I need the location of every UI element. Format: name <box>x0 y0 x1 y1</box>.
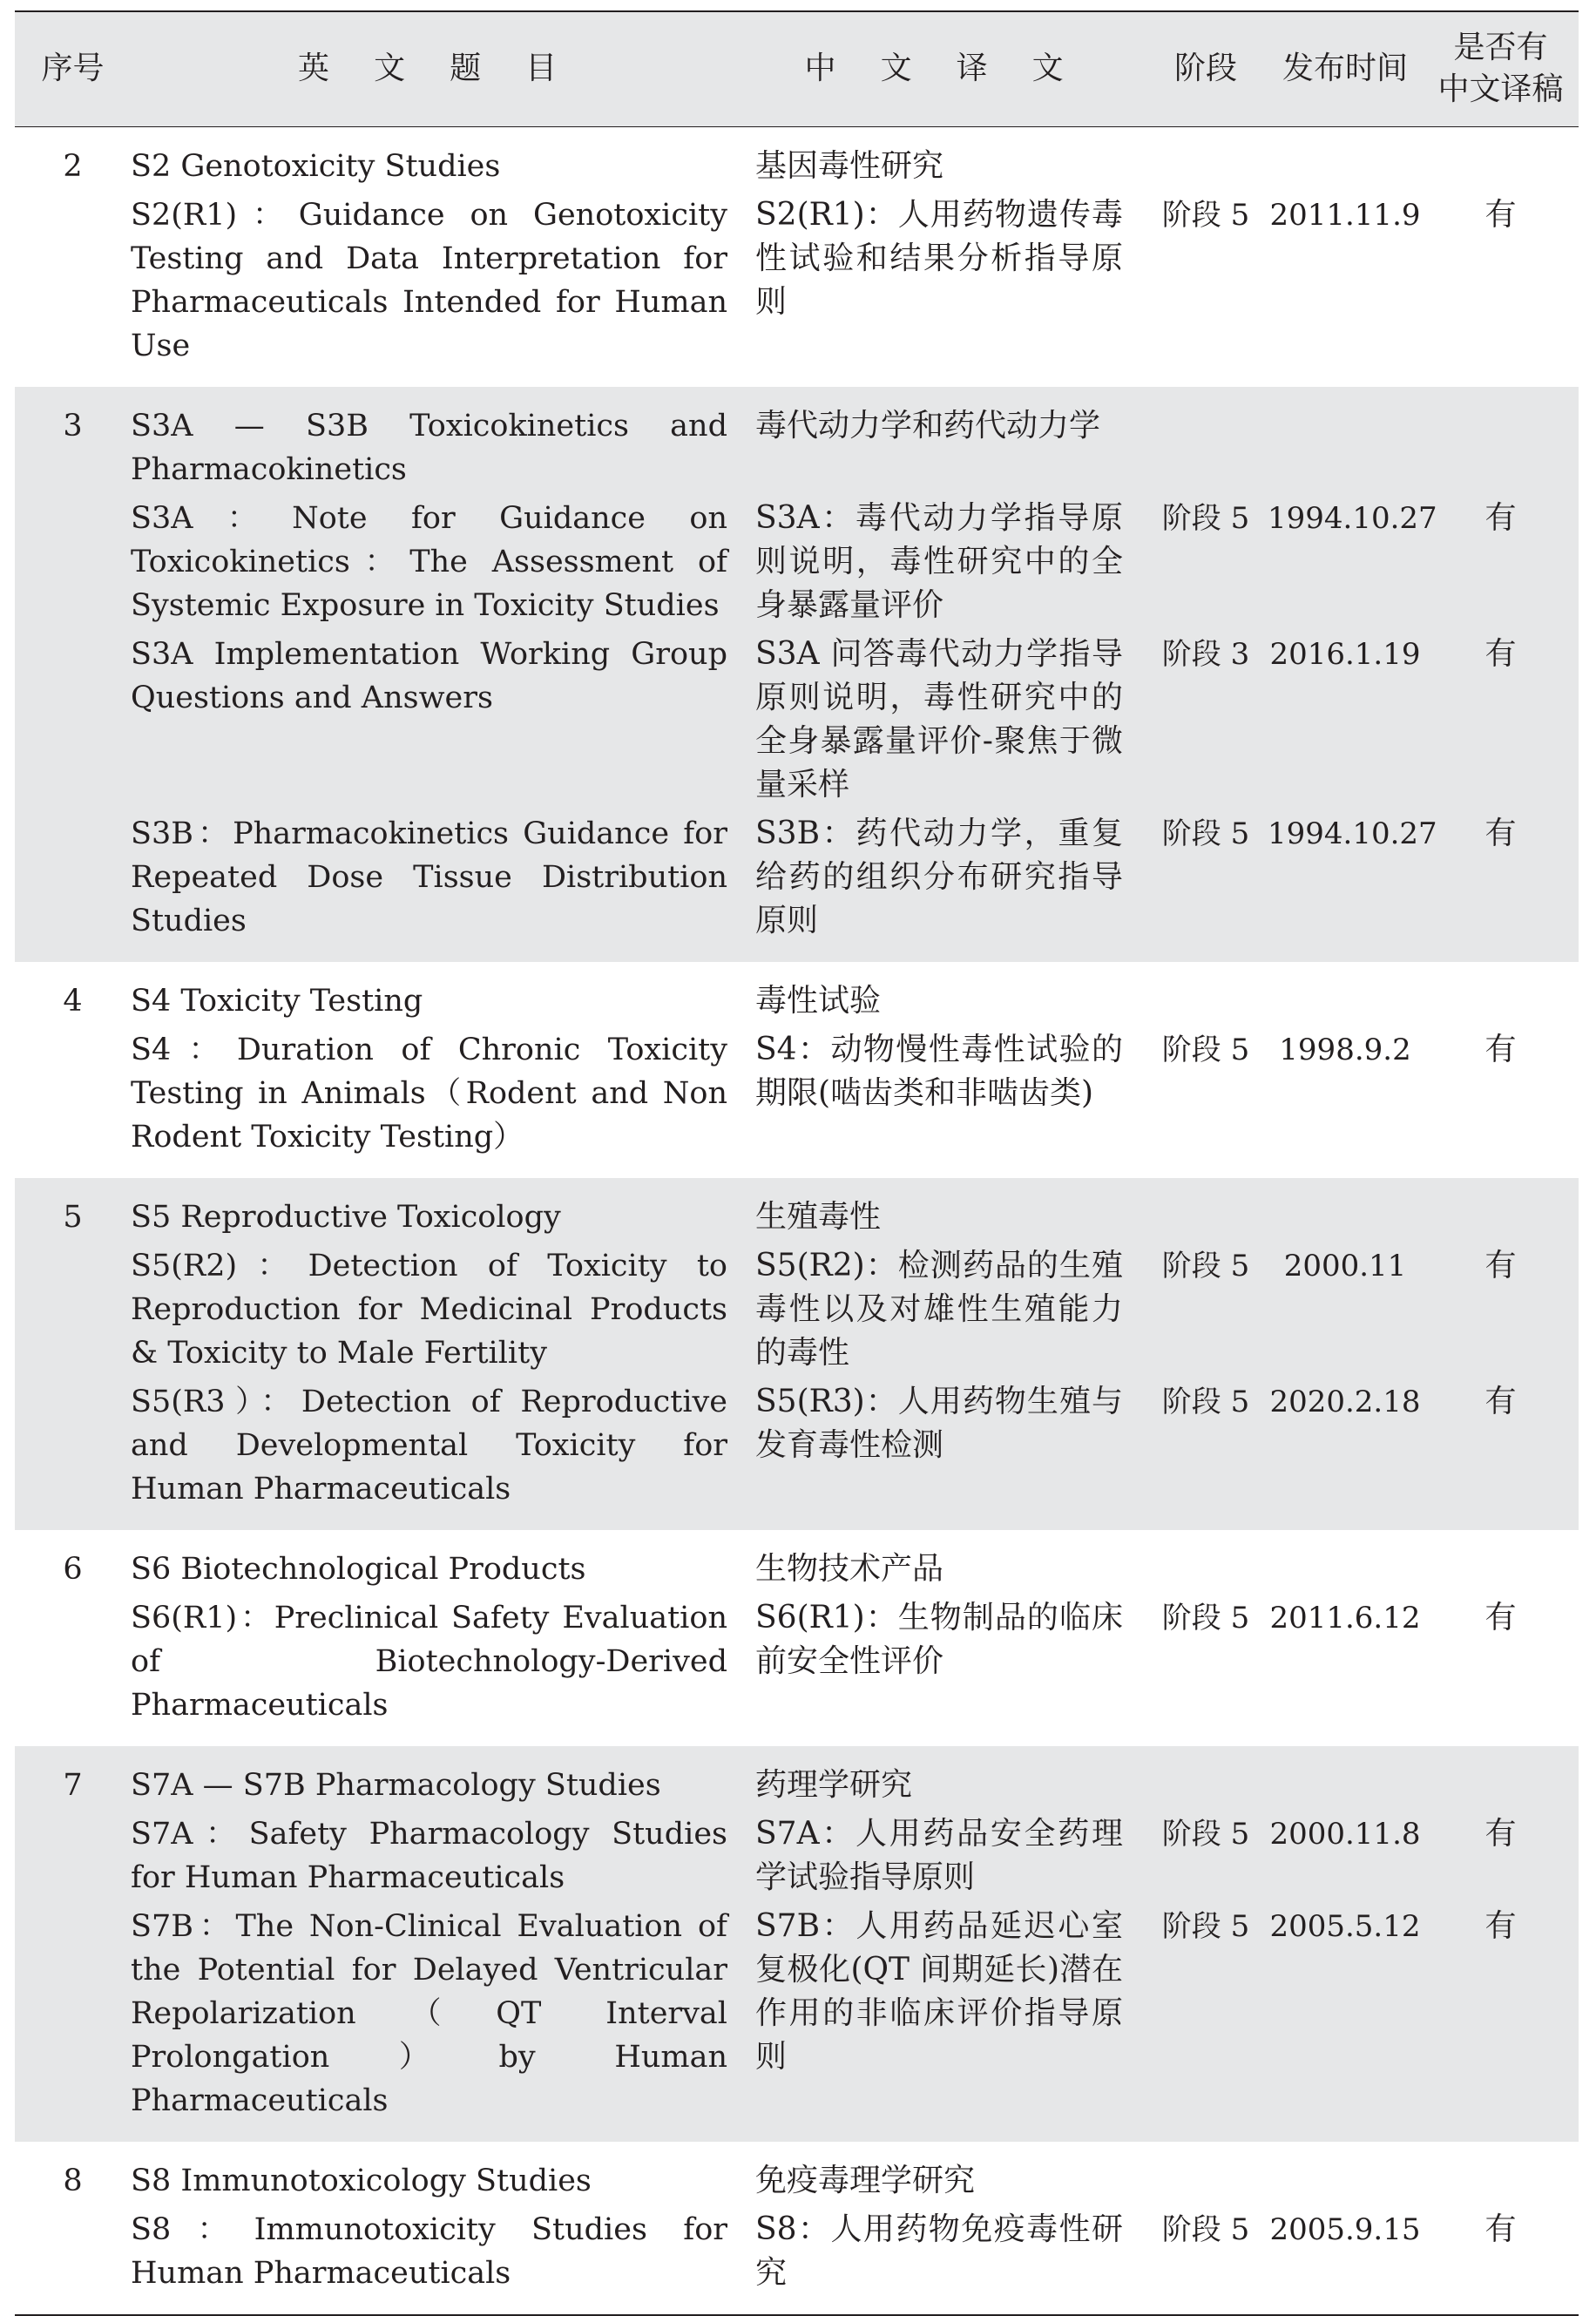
guideline-stage: 阶段 3 <box>1161 636 1250 672</box>
row-number-empty <box>15 1900 131 2142</box>
guideline-chinese-title: S3B：药代动力学，重复给药的组织分布研究指导原则 <box>755 815 1123 938</box>
table-row <box>15 1591 1579 1746</box>
header-stage: 阶段 <box>1144 11 1268 126</box>
row-number-empty <box>15 807 131 962</box>
guideline-english-title: S3A Implementation Working Group Questions and Answers <box>131 636 727 715</box>
table-row <box>15 807 1579 962</box>
group-date-empty <box>1268 1746 1423 1807</box>
group-cn-empty <box>1423 962 1579 1023</box>
group-date-empty <box>1268 2142 1423 2203</box>
table-row <box>15 1807 1579 1900</box>
group-stage-empty <box>1144 962 1268 1023</box>
guideline-english-title: S5(R3）：Detection of Reproductive and Developmental Toxicity for Human Pharmaceuticals <box>131 1384 727 1507</box>
table-row <box>15 2203 1579 2315</box>
guideline-release-date: 2000.11.8 <box>1269 1816 1421 1852</box>
header-release-date: 发布时间 <box>1268 11 1423 126</box>
ich-s-guidelines-table <box>15 10 1579 2316</box>
group-title-row <box>15 962 1579 1023</box>
guideline-release-date: 2000.11 <box>1283 1248 1407 1283</box>
group-stage-empty <box>1144 387 1268 491</box>
group-date-empty <box>1268 1178 1423 1239</box>
group-title-chinese: 药理学研究 <box>755 1766 913 1803</box>
guideline-chinese-title: S6(R1)：生物制品的临床前安全性评价 <box>755 1599 1123 1679</box>
guideline-chinese-title: S2(R1)：人用药物遗传毒性试验和结果分析指导原则 <box>755 196 1123 320</box>
guideline-english-title: S2(R1)：Guidance on Genotoxicity Testing and Data Interpretation for Pharmaceuticals Intended for Human Use <box>131 197 727 363</box>
group-date-empty <box>1268 387 1423 491</box>
guideline-chinese-available: 有 <box>1484 1815 1517 1852</box>
guideline-release-date: 2005.5.12 <box>1269 1908 1421 1944</box>
group-title-english: S3A — S3B Toxicokinetics and Pharmacokinetics <box>131 408 727 487</box>
guideline-english-title: S7A：Safety Pharmacology Studies for Human Pharmaceuticals <box>131 1816 727 1895</box>
group-number: 8 <box>63 2163 83 2198</box>
group-cn-empty <box>1423 2142 1579 2203</box>
guideline-stage: 阶段 5 <box>1161 1600 1250 1635</box>
guideline-chinese-available: 有 <box>1484 1599 1517 1635</box>
guideline-release-date: 2011.6.12 <box>1269 1600 1421 1635</box>
table-row <box>15 1900 1579 2142</box>
guideline-stage: 阶段 5 <box>1161 2211 1250 2247</box>
guideline-stage: 阶段 5 <box>1161 1032 1250 1067</box>
group-number: 6 <box>63 1551 83 1587</box>
group-number: 3 <box>63 408 83 444</box>
guideline-chinese-available: 有 <box>1484 1247 1517 1283</box>
group-title-english: S4 Toxicity Testing <box>131 983 423 1019</box>
header-english-title: 英 文 题 目 <box>131 11 741 126</box>
group-stage-empty <box>1144 2142 1268 2203</box>
table-row <box>15 1023 1579 1178</box>
group-title-row <box>15 1178 1579 1239</box>
guideline-release-date: 1994.10.27 <box>1268 816 1437 851</box>
group-stage-empty <box>1144 1178 1268 1239</box>
group-cn-empty <box>1423 1530 1579 1591</box>
group-title-chinese: 毒性试验 <box>755 982 882 1019</box>
row-number-empty <box>15 1023 131 1178</box>
group-title-chinese: 生殖毒性 <box>755 1198 882 1235</box>
guideline-group <box>15 1746 1579 2142</box>
group-date-empty <box>1268 1530 1423 1591</box>
group-title-row <box>15 1746 1579 1807</box>
group-title-row <box>15 1530 1579 1591</box>
guideline-english-title: S4：Duration of Chronic Toxicity Testing in Animals（Rodent and Non Rodent Toxicity Testing） <box>131 1032 727 1155</box>
guideline-group <box>15 1530 1579 1746</box>
guideline-stage: 阶段 5 <box>1161 1816 1250 1852</box>
guideline-release-date: 2011.11.9 <box>1269 197 1421 233</box>
guideline-chinese-available: 有 <box>1484 1031 1517 1067</box>
row-number-empty <box>15 1591 131 1746</box>
group-title-row <box>15 387 1579 491</box>
guideline-chinese-available: 有 <box>1484 635 1517 672</box>
guideline-chinese-available: 有 <box>1484 815 1517 851</box>
row-number-empty <box>15 1807 131 1900</box>
group-title-english: S7A — S7B Pharmacology Studies <box>131 1767 661 1803</box>
group-title-chinese: 生物技术产品 <box>755 1550 944 1587</box>
group-date-empty <box>1268 126 1423 188</box>
guideline-chinese-title: S5(R2)：检测药品的生殖毒性以及对雄性生殖能力的毒性 <box>755 1247 1123 1371</box>
guideline-group <box>15 2142 1579 2315</box>
guideline-release-date: 2005.9.15 <box>1269 2211 1421 2247</box>
guideline-stage: 阶段 5 <box>1161 1908 1250 1944</box>
table-row <box>15 627 1579 807</box>
guideline-chinese-title: S5(R3)：人用药物生殖与发育毒性检测 <box>755 1383 1123 1463</box>
guideline-release-date: 1994.10.27 <box>1268 500 1437 536</box>
group-number: 7 <box>63 1767 83 1803</box>
guideline-stage: 阶段 5 <box>1161 197 1250 233</box>
guideline-chinese-available: 有 <box>1484 196 1517 233</box>
group-number: 4 <box>63 983 83 1019</box>
group-cn-empty <box>1423 1746 1579 1807</box>
guideline-chinese-title: S7B：人用药品延迟心室复极化(QT 间期延长)潜在作用的非临床评价指导原则 <box>755 1907 1123 2075</box>
group-date-empty <box>1268 962 1423 1023</box>
guideline-stage: 阶段 5 <box>1161 500 1250 536</box>
guideline-group <box>15 1178 1579 1530</box>
row-number-empty <box>15 491 131 627</box>
group-stage-empty <box>1144 126 1268 188</box>
guideline-group <box>15 962 1579 1178</box>
guideline-chinese-title: S8：人用药物免疫毒性研究 <box>755 2211 1123 2291</box>
guideline-table-container <box>15 10 1579 2316</box>
guideline-english-title: S7B：The Non-Clinical Evaluation of the Potential for Delayed Ventricular Repolarization（QT Interval Prolongation）by Human Pharmaceuticals <box>131 1908 727 2118</box>
guideline-stage: 阶段 5 <box>1161 1248 1250 1283</box>
header-serial-number: 序号 <box>15 11 131 126</box>
header-chinese-version-line1: 是否有 <box>1453 30 1548 66</box>
group-stage-empty <box>1144 1530 1268 1591</box>
group-title-chinese: 毒代动力学和药代动力学 <box>755 407 1101 444</box>
guideline-release-date: 2020.2.18 <box>1269 1384 1421 1419</box>
group-cn-empty <box>1423 126 1579 188</box>
guideline-chinese-available: 有 <box>1484 499 1517 536</box>
group-cn-empty <box>1423 1178 1579 1239</box>
row-number-empty <box>15 627 131 807</box>
header-chinese-version <box>1423 11 1579 126</box>
guideline-english-title: S5(R2)：Detection of Toxicity to Reproduction for Medicinal Products & Toxicity to Male Fertility <box>131 1248 727 1371</box>
row-number-empty <box>15 2203 131 2315</box>
table-row <box>15 491 1579 627</box>
guideline-chinese-title: S3A 问答毒代动力学指导原则说明，毒性研究中的全身暴露量评价-聚焦于微量采样 <box>755 635 1123 802</box>
group-stage-empty <box>1144 1746 1268 1807</box>
group-title-english: S6 Biotechnological Products <box>131 1551 586 1587</box>
group-title-chinese: 免疫毒理学研究 <box>755 2162 976 2198</box>
header-chinese-translation: 中 文 译 文 <box>741 11 1144 126</box>
row-number-empty <box>15 1375 131 1530</box>
group-title-english: S8 Immunotoxicology Studies <box>131 2163 592 2198</box>
group-number: 2 <box>63 148 83 184</box>
guideline-english-title: S3A：Note for Guidance on Toxicokinetics：The Assessment of Systemic Exposure in Toxicity Studies <box>131 500 727 623</box>
guideline-english-title: S3B：Pharmacokinetics Guidance for Repeated Dose Tissue Distribution Studies <box>131 816 727 938</box>
group-title-row <box>15 126 1579 188</box>
guideline-chinese-available: 有 <box>1484 1907 1517 1944</box>
guideline-chinese-available: 有 <box>1484 1383 1517 1419</box>
guideline-english-title: S6(R1)：Preclinical Safety Evaluation of Biotechnology-Derived Pharmaceuticals <box>131 1600 727 1723</box>
guideline-chinese-title: S7A：人用药品安全药理学试验指导原则 <box>755 1815 1123 1895</box>
table-row <box>15 188 1579 387</box>
guideline-release-date: 2016.1.19 <box>1269 636 1421 672</box>
guideline-release-date: 1998.9.2 <box>1279 1032 1411 1067</box>
guideline-chinese-title: S4：动物慢性毒性试验的期限(啮齿类和非啮齿类) <box>755 1031 1123 1111</box>
guideline-group <box>15 126 1579 387</box>
guideline-chinese-available: 有 <box>1484 2211 1517 2247</box>
table-row <box>15 1239 1579 1375</box>
table-header <box>15 11 1579 126</box>
group-title-chinese: 基因毒性研究 <box>755 147 944 184</box>
guideline-chinese-title: S3A：毒代动力学指导原则说明，毒性研究中的全身暴露量评价 <box>755 499 1123 623</box>
table-row <box>15 1375 1579 1530</box>
group-title-english: S2 Genotoxicity Studies <box>131 148 501 184</box>
row-number-empty <box>15 1239 131 1375</box>
group-cn-empty <box>1423 387 1579 491</box>
group-title-row <box>15 2142 1579 2203</box>
group-title-english: S5 Reproductive Toxicology <box>131 1199 561 1235</box>
header-chinese-version-line2: 中文译稿 <box>1437 71 1564 108</box>
guideline-english-title: S8：Immunotoxicity Studies for Human Pharmaceuticals <box>131 2211 727 2291</box>
group-number: 5 <box>63 1199 83 1235</box>
guideline-group <box>15 387 1579 962</box>
guideline-stage: 阶段 5 <box>1161 1384 1250 1419</box>
guideline-stage: 阶段 5 <box>1161 816 1250 851</box>
row-number-empty <box>15 188 131 387</box>
